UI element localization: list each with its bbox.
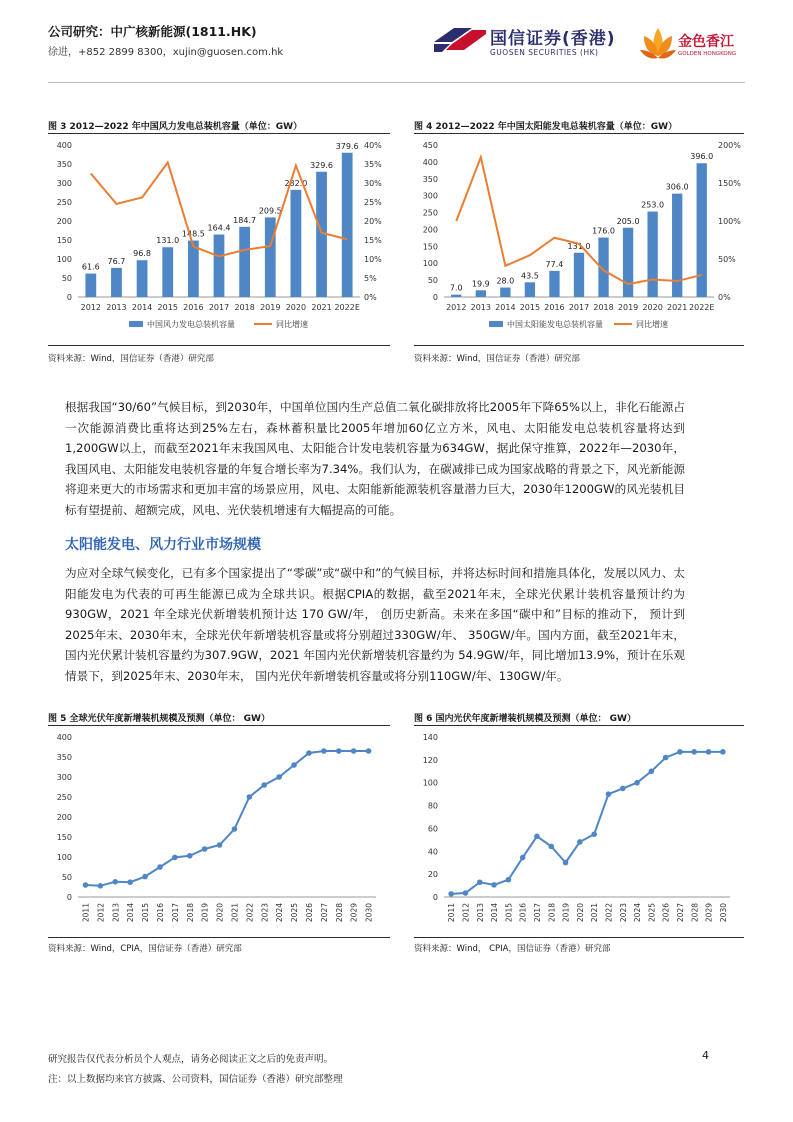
body-paragraph-1: 根据我国“30/60”气候目标，到2030年，中国单位国内生产总值二氧化碳排放将比2005年下降65%以上，非化石能源占一次能源消费比重将达到25%左右，森林蓄积量比2005年增加60亿立方米，风电、太阳能发电总装机容量将达到1,200GW以上，而截至2021年末我国风电、太阳能合计发电装机容量为634GW，据此保守推算，2022年—2030年，我国风电、太阳能发电装机容量的年复合增长率为7.34%。我们认为，在碳减排已成为国家战略的背景之下，风光新能源将迎来更大的市场需求和更加丰富的场景应用，风电、太阳能新能源装机容量潜力巨大，2030年1200GW的风光装机目标有望提前、超额完成，风电、光伏装机增速有大幅提高的可能。 xyxy=(65,400,685,517)
y-tick-label: 200 xyxy=(56,813,72,822)
y-tick-label: 50 xyxy=(61,873,72,882)
guosen-name-cn: 国信证券(香港) xyxy=(490,29,616,49)
bar-data-label: 184.7 xyxy=(233,215,257,225)
x-tick-label: 2019 xyxy=(200,903,210,923)
x-tick-label: 2020 xyxy=(285,303,307,312)
data-point xyxy=(351,748,357,754)
bar-data-label: 329.6 xyxy=(310,160,333,170)
y-left-tick-label: 100 xyxy=(56,255,72,264)
x-tick-label: 2017 xyxy=(208,303,230,312)
x-tick-label: 2011 xyxy=(447,903,457,923)
y-left-tick-label: 300 xyxy=(56,179,72,188)
y-tick-label: 40 xyxy=(427,847,438,857)
chart-bar xyxy=(162,247,173,297)
chart-bar xyxy=(549,271,559,297)
x-tick-label: 2026 xyxy=(661,903,671,923)
bar-data-label: 7.0 xyxy=(449,283,463,293)
section-heading: 太阳能发电、风力行业市场规模 xyxy=(65,537,261,553)
data-point xyxy=(261,782,267,788)
data-point xyxy=(187,853,193,859)
data-point xyxy=(157,864,163,870)
figure-4-title: 图 4 2012—2022 年中国太阳能发电总装机容量（单位：GW） xyxy=(414,122,678,132)
chart-bar xyxy=(574,253,584,297)
data-point xyxy=(127,879,133,885)
data-point xyxy=(563,860,569,866)
figure-3 xyxy=(48,119,390,369)
x-tick-label: 2020 xyxy=(642,303,663,312)
y-left-tick-label: 50 xyxy=(427,276,438,286)
data-point xyxy=(321,748,327,754)
x-tick-label: 2017 xyxy=(170,903,180,923)
x-tick-label: 2012 xyxy=(461,903,471,923)
golden-name-en: GOLDEN HONGKONG xyxy=(678,51,737,57)
figure-3-source: 资料来源：Wind，国信证券（香港）研究部 xyxy=(48,354,214,364)
x-tick-label: 2021 xyxy=(590,903,600,923)
bar-data-label: 282.0 xyxy=(284,178,308,188)
golden-name-cn: 金色香江 xyxy=(678,34,734,50)
data-point xyxy=(463,890,469,896)
figure-5-source: 资料来源：Wind，CPIA，国信证券（香港）研究部 xyxy=(48,944,242,954)
golden-hongkong-logo xyxy=(638,22,748,66)
x-tick-label: 2020 xyxy=(215,903,225,923)
x-tick-label: 2018 xyxy=(185,903,195,923)
y-tick-label: 400 xyxy=(56,733,72,742)
data-point xyxy=(448,891,454,897)
legend-bar-swatch xyxy=(129,321,143,327)
x-tick-label: 2025 xyxy=(290,903,300,923)
bar-data-label: 131.0 xyxy=(156,236,180,246)
y-left-tick-label: 250 xyxy=(422,208,438,218)
x-tick-label: 2018 xyxy=(593,303,614,312)
chart-bar xyxy=(647,212,657,297)
y-left-tick-label: 200 xyxy=(56,217,72,226)
x-tick-label: 2022E xyxy=(334,303,360,312)
bar-data-label: 205.0 xyxy=(616,216,640,226)
y-right-tick-label: 50% xyxy=(718,255,736,264)
data-point xyxy=(591,831,597,837)
chart-bar xyxy=(214,235,225,297)
y-left-tick-label: 150 xyxy=(56,236,72,245)
y-left-tick-label: 0 xyxy=(66,293,72,302)
y-tick-label: 150 xyxy=(56,833,72,842)
y-right-tick-label: 40% xyxy=(364,141,382,150)
x-tick-label: 2022 xyxy=(245,903,255,923)
series-line xyxy=(85,751,368,886)
bar-data-label: 306.0 xyxy=(665,182,689,192)
x-tick-label: 2011 xyxy=(81,903,91,923)
data-point xyxy=(98,883,104,889)
body-paragraph-2: 为应对全球气候变化，已有多个国家提出了“零碳”或“碳中和”的气候目标，并将达标时间和措施具体化，发展以风力、太阳能发电为代表的可再生能源已成为全球共识。根据CPIA的数据，截至2021年末，全球光伏累计装机容量预计约为930GW，2021 年全球光伏新增装机预计达 170 GW/年， 创历史新高。未来在多国“碳中和”目标的推动下， 预计到2025年末、2030年末，全球光伏年新增装机容量或将分别超过330GW/年、 350GW/年。国内方面，截至2021年末，国内光伏累计装机容量约为307.9GW，2021 年国内光伏新增装机容量约为 54.9GW/年，同比增加13.9%，预计在乐观情景下，到2025年末、2030年末， 国内光伏年新增装机容量或将分别110GW/年、130GW/年。 xyxy=(65,566,685,683)
bar-data-label: 209.5 xyxy=(258,206,282,216)
bar-data-label: 379.6 xyxy=(335,141,359,151)
data-point xyxy=(720,749,726,755)
bar-data-label: 28.0 xyxy=(496,276,515,286)
chart-bar xyxy=(525,282,535,297)
footer-note: 注：以上数据均来官方披露、公司资料，国信证券（香港）研究部整理 xyxy=(48,1074,343,1085)
y-right-tick-label: 100% xyxy=(718,217,741,226)
data-point xyxy=(620,786,626,792)
bar-data-label: 19.9 xyxy=(471,279,490,289)
bar-data-label: 96.8 xyxy=(133,249,151,259)
chart-bar xyxy=(623,228,633,297)
y-left-tick-label: 100 xyxy=(422,259,438,269)
data-point xyxy=(477,879,483,885)
bar-data-label: 164.4 xyxy=(207,223,231,233)
data-point xyxy=(306,750,312,756)
bar-data-label: 43.5 xyxy=(521,271,539,281)
x-tick-label: 2016 xyxy=(183,303,204,312)
x-tick-label: 2015 xyxy=(519,303,541,312)
data-point xyxy=(706,749,712,755)
legend-line-label: 同比增速 xyxy=(636,320,668,329)
y-tick-label: 350 xyxy=(56,753,72,762)
data-point xyxy=(202,846,208,852)
data-point xyxy=(677,749,683,755)
data-point xyxy=(520,855,526,861)
y-right-tick-label: 25% xyxy=(364,198,382,207)
figure-5-title: 图 5 全球光伏年度新增装机规模及预测（单位： GW） xyxy=(48,714,270,724)
y-tick-label: 300 xyxy=(56,773,72,782)
y-left-tick-label: 50 xyxy=(61,274,72,283)
data-point xyxy=(606,791,612,797)
data-point xyxy=(691,749,697,755)
x-tick-label: 2016 xyxy=(155,903,165,923)
lotus-flower-icon xyxy=(638,22,678,66)
chart-bar xyxy=(111,268,122,297)
figure-5-top-rule xyxy=(48,725,390,726)
chart-bar xyxy=(265,217,276,297)
y-tick-label: 140 xyxy=(422,733,438,742)
x-tick-label: 2019 xyxy=(260,303,281,312)
x-tick-label: 2015 xyxy=(141,903,151,923)
figure-6-bottom-rule xyxy=(414,937,744,938)
header-divider xyxy=(48,82,745,83)
data-point xyxy=(217,842,223,848)
x-tick-label: 2018 xyxy=(234,303,255,312)
figure-3-top-rule xyxy=(48,133,390,134)
guosen-name-en: GUOSEN SECURITIES (HK) xyxy=(490,48,599,57)
x-tick-label: 2016 xyxy=(544,303,565,312)
data-point xyxy=(577,839,583,845)
data-point xyxy=(663,755,669,761)
y-right-tick-label: 0% xyxy=(364,293,377,302)
guosen-emblem-icon xyxy=(432,22,488,58)
y-left-tick-label: 150 xyxy=(422,242,438,252)
figure-6-title: 图 6 国内光伏年度新增装机规模及预测（单位： GW） xyxy=(414,714,636,724)
y-left-tick-label: 0 xyxy=(432,293,438,302)
data-point xyxy=(506,877,512,883)
data-point xyxy=(276,774,282,780)
figure-6 xyxy=(414,711,744,961)
data-point xyxy=(172,855,178,861)
y-tick-label: 80 xyxy=(427,801,438,811)
y-right-tick-label: 200% xyxy=(718,141,741,150)
chart-bar xyxy=(291,190,302,297)
data-point xyxy=(491,882,497,888)
guosen-logo xyxy=(432,22,632,66)
x-tick-label: 2013 xyxy=(106,303,127,312)
chart-bar xyxy=(188,241,199,297)
report-title: 公司研究：中广核新能源(1811.HK) xyxy=(48,24,257,39)
figure-5-bottom-rule xyxy=(48,937,390,938)
x-tick-label: 2022E xyxy=(689,303,715,312)
bar-data-label: 131.0 xyxy=(567,241,591,251)
x-tick-label: 2023 xyxy=(260,903,270,923)
legend-line-label: 同比增速 xyxy=(276,320,308,329)
figure-4-top-rule xyxy=(414,133,744,134)
bar-data-label: 253.0 xyxy=(641,200,665,210)
y-left-tick-label: 450 xyxy=(422,141,438,150)
x-tick-label: 2013 xyxy=(470,303,491,312)
x-tick-label: 2012 xyxy=(446,303,467,312)
figure-3-chart xyxy=(48,137,390,349)
x-tick-label: 2027 xyxy=(675,903,685,923)
figure-5 xyxy=(48,711,390,961)
x-tick-label: 2020 xyxy=(575,903,585,923)
x-tick-label: 2017 xyxy=(532,903,542,923)
y-tick-label: 120 xyxy=(422,755,438,765)
x-tick-label: 2018 xyxy=(547,903,557,923)
figure-5-chart xyxy=(48,729,390,941)
y-right-tick-label: 15% xyxy=(364,236,382,245)
series-line xyxy=(451,752,723,894)
chart-bar xyxy=(137,260,148,297)
x-tick-label: 2028 xyxy=(690,903,700,923)
x-tick-label: 2029 xyxy=(704,903,714,923)
data-point xyxy=(634,780,640,786)
y-tick-label: 0 xyxy=(432,893,438,902)
chart-bar xyxy=(239,227,250,297)
y-right-tick-label: 30% xyxy=(364,179,382,188)
data-point xyxy=(336,748,342,754)
data-point xyxy=(291,762,297,768)
x-tick-label: 2019 xyxy=(561,903,571,923)
x-tick-label: 2015 xyxy=(504,903,514,923)
x-tick-label: 2024 xyxy=(633,903,643,923)
legend-bar-swatch xyxy=(489,321,503,327)
y-right-tick-label: 5% xyxy=(364,274,377,283)
x-tick-label: 2021 xyxy=(311,303,332,312)
y-left-tick-label: 350 xyxy=(56,160,72,169)
figure-6-chart xyxy=(414,729,744,941)
y-tick-label: 100 xyxy=(56,853,72,862)
figure-4-bottom-rule xyxy=(414,345,744,346)
bar-data-label: 396.0 xyxy=(690,152,714,162)
page-header xyxy=(48,22,748,82)
chart-bar xyxy=(342,153,353,297)
y-left-tick-label: 350 xyxy=(422,174,438,184)
legend-bar-label: 中国太阳能发电总装机容量 xyxy=(507,320,603,329)
bar-data-label: 77.4 xyxy=(545,259,564,269)
x-tick-label: 2026 xyxy=(304,903,314,923)
x-tick-label: 2017 xyxy=(568,303,590,312)
x-tick-label: 2014 xyxy=(495,303,516,312)
bar-data-label: 76.7 xyxy=(107,256,126,266)
x-tick-label: 2015 xyxy=(157,303,178,312)
data-point xyxy=(232,826,238,832)
x-tick-label: 2013 xyxy=(475,903,485,923)
legend-bar-label: 中国风力发电总装机容量 xyxy=(147,320,235,329)
figure-3-title: 图 3 2012—2022 年中国风力发电总装机容量（单位：GW） xyxy=(48,122,303,132)
bar-data-label: 176.0 xyxy=(592,226,615,236)
y-right-tick-label: 150% xyxy=(718,179,741,188)
data-point xyxy=(247,794,253,800)
page-number: 4 xyxy=(702,1049,709,1062)
y-left-tick-label: 200 xyxy=(422,225,438,235)
y-tick-label: 60 xyxy=(427,824,438,834)
x-tick-label: 2025 xyxy=(647,903,657,923)
analyst-contact: 徐进，+852 2899 8300，xujin@guosen.com.hk xyxy=(48,47,284,58)
data-point xyxy=(83,882,89,888)
y-left-tick-label: 300 xyxy=(422,191,438,201)
figure-4-source: 资料来源：Wind，国信证券（香港）研究部 xyxy=(414,354,580,364)
x-tick-label: 2019 xyxy=(617,303,639,312)
x-tick-label: 2021 xyxy=(667,303,688,312)
x-tick-label: 2023 xyxy=(618,903,628,923)
bar-data-label: 148.5 xyxy=(181,229,205,239)
figure-4 xyxy=(414,119,744,369)
x-tick-label: 2014 xyxy=(131,303,153,312)
data-point xyxy=(649,768,655,774)
y-tick-label: 0 xyxy=(66,893,72,902)
x-tick-label: 2016 xyxy=(518,903,528,923)
y-tick-label: 20 xyxy=(427,870,438,880)
chart-bar xyxy=(697,163,707,297)
figure-6-top-rule xyxy=(414,725,744,726)
chart-bar xyxy=(85,274,96,297)
x-tick-label: 2021 xyxy=(230,903,240,923)
footer-disclaimer: 研究报告仅代表分析员个人观点，请务必阅读正文之后的免责声明。 xyxy=(48,1054,334,1065)
bar-data-label: 61.6 xyxy=(81,262,100,272)
y-right-tick-label: 35% xyxy=(364,160,382,169)
y-left-tick-label: 400 xyxy=(56,141,72,150)
data-point xyxy=(366,748,372,754)
x-tick-label: 2029 xyxy=(349,903,359,923)
chart-bar xyxy=(500,288,510,297)
y-tick-label: 100 xyxy=(422,778,438,788)
data-point xyxy=(534,834,540,840)
x-tick-label: 2012 xyxy=(96,903,106,923)
x-tick-label: 2027 xyxy=(319,903,329,923)
x-tick-label: 2012 xyxy=(80,303,101,312)
x-tick-label: 2030 xyxy=(364,903,374,923)
y-left-tick-label: 250 xyxy=(56,198,72,207)
chart-bar xyxy=(451,295,461,297)
x-tick-label: 2014 xyxy=(490,903,500,923)
y-right-tick-label: 10% xyxy=(364,255,382,264)
y-left-tick-label: 400 xyxy=(422,157,438,167)
y-tick-label: 250 xyxy=(56,793,72,802)
figure-3-bottom-rule xyxy=(48,345,390,346)
y-right-tick-label: 20% xyxy=(364,217,382,226)
data-point xyxy=(142,874,148,880)
x-tick-label: 2024 xyxy=(275,903,285,923)
x-tick-label: 2028 xyxy=(334,903,344,923)
chart-bar xyxy=(476,290,486,297)
data-point xyxy=(548,844,554,850)
x-tick-label: 2014 xyxy=(126,903,136,923)
figure-4-chart xyxy=(414,137,744,349)
figure-6-source: 资料来源：Wind， CPIA，国信证券（香港）研究部 xyxy=(414,944,611,954)
y-right-tick-label: 0% xyxy=(718,293,731,302)
data-point xyxy=(112,879,118,885)
x-tick-label: 2030 xyxy=(718,903,728,923)
x-tick-label: 2022 xyxy=(604,903,614,923)
x-tick-label: 2013 xyxy=(111,903,121,923)
